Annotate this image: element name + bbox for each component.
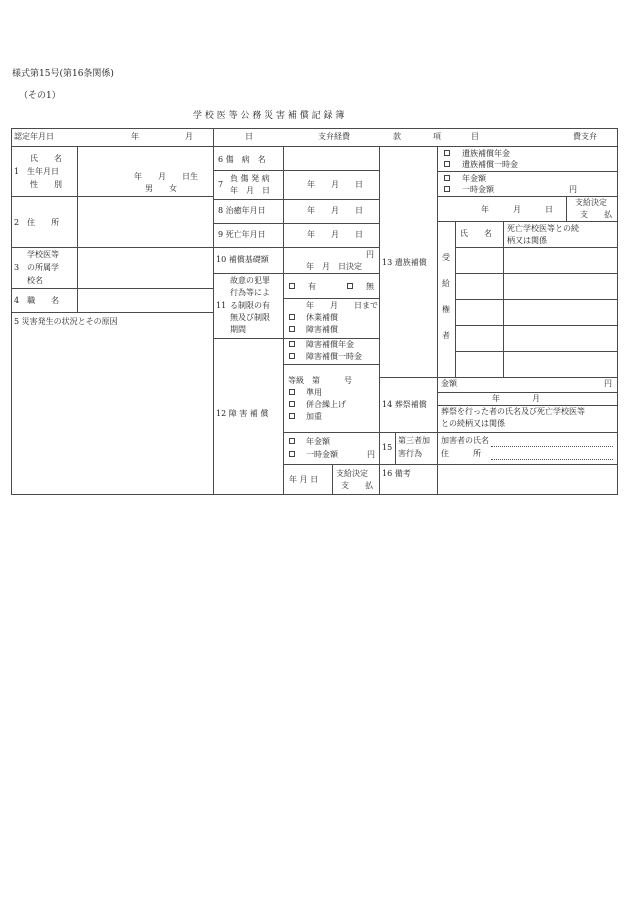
merge-label: 併合繰上げ bbox=[306, 400, 346, 409]
budget-kan: 款 bbox=[393, 132, 401, 141]
form-number: 様式第15号(第16条関係) bbox=[12, 69, 114, 79]
dis-pension-amount-label: 年金額 bbox=[306, 437, 330, 446]
budget-kou: 項 bbox=[433, 132, 441, 141]
b-pension-amount-label: 年金額 bbox=[462, 174, 486, 183]
crime-yes-checkbox[interactable] bbox=[289, 283, 295, 289]
dis-lump-amount-checkbox[interactable] bbox=[289, 451, 295, 457]
cert-date-label: 認定年月日 bbox=[14, 132, 54, 141]
funeral-performer-1: 葬祭を行った者の氏名及び死亡学校医等 bbox=[441, 407, 585, 416]
perpetrator-address-line bbox=[491, 459, 613, 460]
apply-label: 準用 bbox=[306, 388, 322, 397]
dis-lump-yen: 円 bbox=[367, 450, 375, 459]
recipient-label-3: 権 bbox=[442, 305, 450, 314]
apply-checkbox[interactable] bbox=[289, 389, 295, 395]
dob-value: 年 月 日生 bbox=[134, 172, 198, 181]
base-decided-date: 年 月 日決定 bbox=[306, 262, 362, 271]
b-lump-amount-label: 一時金額 bbox=[462, 185, 494, 194]
recipient-name-header: 氏 名 bbox=[460, 229, 492, 238]
injury-comp-checkbox[interactable] bbox=[289, 326, 295, 332]
disability-label: 12 障 害 補 償 bbox=[216, 409, 269, 418]
crime-no-label: 無 bbox=[366, 282, 374, 291]
crime-no-checkbox[interactable] bbox=[347, 283, 353, 289]
crime-label-5: 期間 bbox=[230, 325, 246, 334]
cause-label: 5 災害発生の状況とその原因 bbox=[14, 317, 118, 326]
dob-label: 生年月日 bbox=[27, 167, 59, 176]
b-pay-label: 支 払 bbox=[580, 210, 612, 219]
leave-comp-checkbox[interactable] bbox=[289, 314, 295, 320]
dis-pension-label: 障害補償年金 bbox=[306, 340, 354, 349]
disability-pay-date: 年 月 日 bbox=[289, 475, 319, 484]
onset-label-2: 年 月 日 bbox=[230, 186, 270, 195]
bereavement-label: 13 遺族補償 bbox=[382, 258, 427, 267]
base-amount-label: 10 補償基礎額 bbox=[216, 255, 269, 264]
cure-date-value: 年 月 日 bbox=[307, 206, 363, 215]
funeral-ym: 年 月 bbox=[492, 394, 540, 403]
funeral-performer-2: との続柄又は関係 bbox=[441, 419, 505, 428]
address-label: 2 住 所 bbox=[14, 218, 60, 227]
dis-pension-checkbox[interactable] bbox=[289, 341, 295, 347]
crime-yes-label: 有 bbox=[308, 282, 316, 291]
dis-lump-checkbox[interactable] bbox=[289, 353, 295, 359]
third-party-label-2: 害行為 bbox=[398, 449, 422, 458]
crime-label-3: る制限の有 bbox=[230, 301, 270, 310]
item-3-number: 3 bbox=[14, 263, 20, 272]
funeral-label: 14 葬祭補償 bbox=[382, 400, 427, 409]
b-pension-label: 遺族補償年金 bbox=[462, 149, 510, 158]
dis-pension-amount-checkbox[interactable] bbox=[289, 438, 295, 444]
limit-until-date: 年 月 日まで bbox=[306, 301, 378, 310]
sex-label: 性 別 bbox=[30, 180, 62, 189]
b-decide-label: 支給決定 bbox=[575, 198, 607, 207]
relation-header-2: 柄又は関係 bbox=[507, 236, 547, 245]
perpetrator-name-line bbox=[491, 446, 613, 447]
grade-label: 等級 第 号 bbox=[288, 376, 352, 385]
relation-header-1: 死亡学校医等との続 bbox=[507, 224, 579, 233]
b-lump-label: 遺族補償一時金 bbox=[462, 160, 518, 169]
page-title: 学 校 医 等 公 務 災 害 補 償 記 録 簿 bbox=[193, 111, 345, 121]
school-label-2: の所属学 bbox=[27, 263, 59, 272]
budget-moku: 目 bbox=[471, 132, 479, 141]
b-pension-checkbox[interactable] bbox=[444, 150, 450, 156]
third-party-label-1: 第三者加 bbox=[398, 436, 430, 445]
item-11-number: 11 bbox=[216, 301, 227, 310]
funeral-yen: 円 bbox=[604, 379, 612, 388]
cert-day: 日 bbox=[245, 132, 253, 141]
disability-pay-label: 支 払 bbox=[341, 481, 373, 490]
base-yen: 円 bbox=[366, 250, 374, 259]
item-7-number: 7 bbox=[218, 180, 224, 189]
b-lump-checkbox[interactable] bbox=[444, 161, 450, 167]
budget-expense: 費支弁 bbox=[573, 132, 597, 141]
crime-label-2: 行為等によ bbox=[230, 288, 270, 297]
injury-comp-label: 障害補償 bbox=[306, 325, 338, 334]
b-pension-amount-checkbox[interactable] bbox=[444, 175, 450, 181]
crime-label-4: 無及び制限 bbox=[230, 313, 270, 322]
death-date-value: 年 月 日 bbox=[307, 230, 363, 239]
injury-label: 6 傷 病 名 bbox=[218, 155, 266, 164]
add-label: 加重 bbox=[306, 412, 322, 421]
school-label-1: 学校医等 bbox=[27, 250, 59, 259]
merge-checkbox[interactable] bbox=[289, 401, 295, 407]
add-checkbox[interactable] bbox=[289, 413, 295, 419]
b-lump-amount-checkbox[interactable] bbox=[444, 186, 450, 192]
disability-decide-label: 支給決定 bbox=[336, 469, 368, 478]
name-label: 氏 名 bbox=[30, 154, 62, 163]
cert-month: 月 bbox=[185, 132, 193, 141]
perpetrator-address-label: 住 所 bbox=[441, 449, 481, 458]
budget-label: 支弁経費 bbox=[318, 132, 350, 141]
dis-lump-label: 障害補償一時金 bbox=[306, 352, 362, 361]
onset-date-value: 年 月 日 bbox=[307, 180, 363, 189]
dis-lump-amount-label: 一時金額 bbox=[306, 450, 338, 459]
funeral-amount-label: 金額 bbox=[441, 379, 457, 388]
item-1-number: 1 bbox=[14, 167, 20, 176]
death-date-label: 9 死亡年月日 bbox=[218, 230, 266, 239]
onset-label-1: 負 傷 発 病 bbox=[230, 174, 270, 183]
sex-value: 男 女 bbox=[145, 184, 177, 193]
job-label: 4 職 名 bbox=[14, 296, 60, 305]
perpetrator-name-label: 加害者の氏名 bbox=[441, 436, 489, 445]
leave-comp-label: 休業補償 bbox=[306, 313, 338, 322]
form-part: （その1） bbox=[19, 91, 61, 101]
cure-date-label: 8 治癒年月日 bbox=[218, 206, 266, 215]
b-pay-date: 年 月 日 bbox=[481, 205, 553, 214]
school-label-3: 校名 bbox=[27, 276, 43, 285]
recipient-label-4: 者 bbox=[442, 331, 450, 340]
recipient-label-2: 給 bbox=[442, 279, 450, 288]
recipient-label-1: 受 bbox=[442, 253, 450, 262]
cert-year: 年 bbox=[131, 132, 139, 141]
crime-label-1: 故意の犯罪 bbox=[230, 276, 270, 285]
remarks-label: 16 備考 bbox=[382, 469, 411, 478]
item-15-number: 15 bbox=[382, 443, 393, 452]
b-lump-yen: 円 bbox=[569, 185, 577, 194]
